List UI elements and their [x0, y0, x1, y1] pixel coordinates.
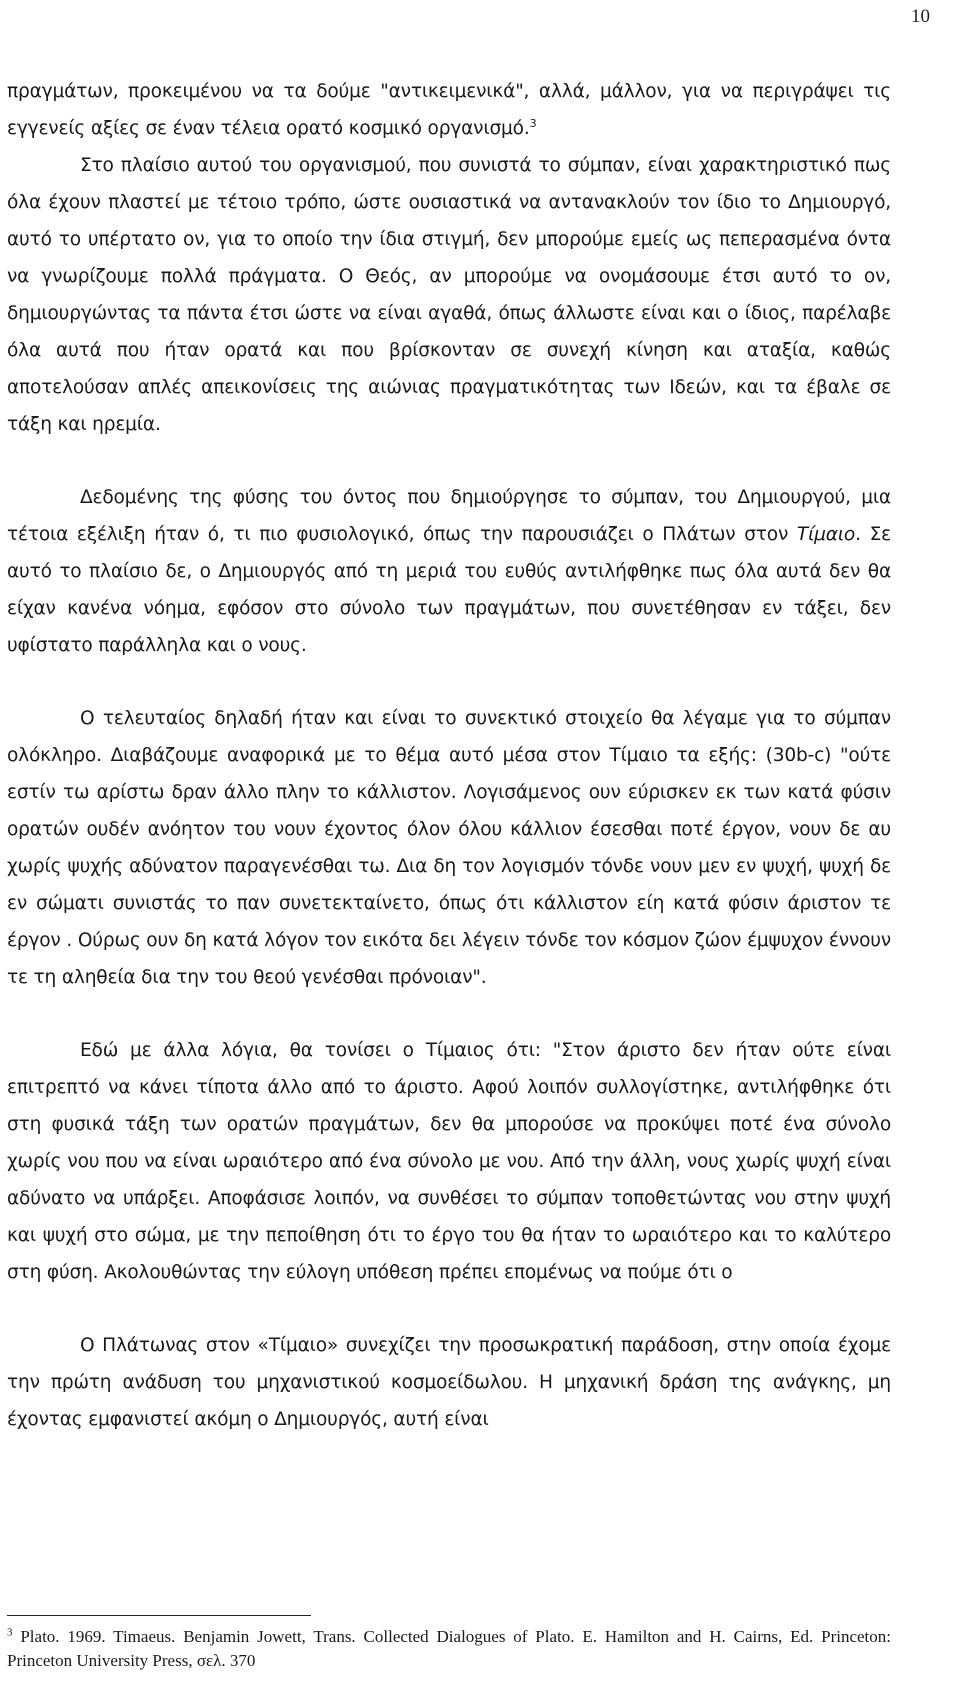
body-text — [7, 73, 891, 1438]
paragraph-3-text-start: Δεδομένης της φύσης του όντος που δημιούργησε το σύμπαν, του Δημιουργού, μια τέτοια εξέλιξη ήταν ό, τι πιο φυσιολογικό, όπως την παρουσιάζει ο Πλάτων στον — [7, 487, 891, 545]
paragraph-6: Ο Πλάτωνας στον «Τίμαιο» συνεχίζει την προσωκρατική παράδοση, στην οποία έχομε την πρώτη ανάδυση του μηχανιστικού κοσμοείδωλου. Η μηχανική δράση της ανάγκης, μη έχοντας εμφανιστεί ακόμη ο Δημιουργός, αυτή είναι — [7, 1335, 891, 1430]
paragraph-4: Ο τελευταίος δηλαδή ήταν και είναι το συνεκτικό στοιχείο θα λέγαμε για το σύμπαν ολόκληρο. Διαβάζουμε αναφορικά με το θέμα αυτό μέσα στον Τίμαιο τα εξής: (30b-c) "ούτε εστίν τω αρίστω δραν άλλο πλην το κάλλιστον. Λογισάμενος ουν εύρισκεν εκ των κατά φύσιν ορατών ουδέν ανόητον του νουν έχοντος όλον όλου κάλλιον έσεσθαι ποτέ έργον, νουν δε αυ χωρίς ψυχής αδύνατον παραγενέσθαι τω. Δια δη τον λογισμόν τόνδε νουν μεν εν ψυχή, ψυχή δε εν σώματι συνιστάς το παν συνετεκταίνετο, όπως ότι κάλλιστον είη κατά φύσιν άριστον τε έργον . Ούρως ουν δη κατά λόγον τον εικότα δει λέγειν τόνδε τον κόσμον ζώον έμψυχον έννουν τε τη αληθεία δια την του θεού γενέσθαι πρόνοιαν". — [7, 708, 891, 988]
footnote-text: Plato. 1969. Timaeus. Benjamin Jowett, Trans. Collected Dialogues of Plato. E. Hamilton and H. Cairns, Ed. Princeton: Princeton University Press, σελ. 370 — [7, 1627, 891, 1670]
paragraph-1-text: πραγμάτων, προκειμένου να τα δούμε "αντικειμενικά", αλλά, μάλλον, για να περιγράψει τις εγγενείς αξίες σε έναν τέλεια ορατό κοσμικό οργανισμό. — [7, 81, 891, 139]
paragraph-3 — [7, 479, 891, 664]
paragraph-3-text-end: . Σε αυτό το πλαίσιο δε, ο Δημιουργός από τη μεριά του ευθύς αντιλήφθηκε πως όλα αυτά δεν θα είχαν κανένα νόημα, εφόσον στο σύνολο των πραγμάτων, που συνετέθησαν εν τάξει, δεν υφίστατο παράλληλα και ο νους. — [7, 524, 891, 656]
paragraph-3-italic-title: Τίμαιο — [796, 524, 856, 545]
footnote-separator — [7, 1615, 311, 1616]
footnote — [7, 1625, 891, 1673]
page-number: 10 — [911, 6, 930, 27]
paragraph-2: Στο πλαίσιο αυτού του οργανισμού, που συνιστά το σύμπαν, είναι χαρακτηριστικό πως όλα έχουν πλαστεί με τέτοιο τρόπο, ώστε ουσιαστικά να αντανακλούν τον ίδιο το Δημιουργό, αυτό το υπέρτατο ον, για το οποίο την ίδια στιγμή, δεν μπορούμε εμείς ως πεπερασμένα όντα να γνωρίζουμε πολλά πράγματα. Ο Θεός, αν μπορούμε να ονομάσουμε έτσι αυτό το ον, δημιουργώντας τα πάντα έτσι ώστε να είναι αγαθά, όπως άλλωστε είναι και ο ίδιος, παρέλαβε όλα αυτά που ήταν ορατά και που βρίσκονταν σε συνεχή κίνηση και αταξία, καθώς αποτελούσαν απλές απεικονίσεις της αιώνιας πραγματικότητας των Ιδεών, και τα έβαλε σε τάξη και ηρεμία. — [7, 155, 891, 435]
footnote-marker: 3 — [7, 1626, 13, 1639]
paragraph-5: Εδώ με άλλα λόγια, θα τονίσει ο Τίμαιος ότι: "Στον άριστο δεν ήταν ούτε είναι επιτρεπτό να κάνει τίποτα άλλο από το άριστο. Αφού λοιπόν συλλογίστηκε, αντιλήφθηκε ότι στη φυσικά τάξη των ορατών πραγμάτων, δεν θα μπορούσε να προκύψει ποτέ ένα σύνολο χωρίς νου που να είναι ωραιότερο από ένα σύνολο με νου. Από την άλλη, νους χωρίς ψυχή είναι αδύνατο να υπάρξει. Αποφάσισε λοιπόν, να συνθέσει το σύμπαν τοποθετώντας νου στην ψυχή και ψυχή στο σώμα, με την πεποίθηση ότι το έργο του θα ήταν το ωραιότερο και το καλύτερο στη φύση. Ακολουθώντας την εύλογη υπόθεση πρέπει επομένως να πούμε ότι ο — [7, 1040, 891, 1283]
footnote-reference[interactable]: 3 — [529, 116, 537, 130]
paragraph-1 — [7, 73, 891, 147]
